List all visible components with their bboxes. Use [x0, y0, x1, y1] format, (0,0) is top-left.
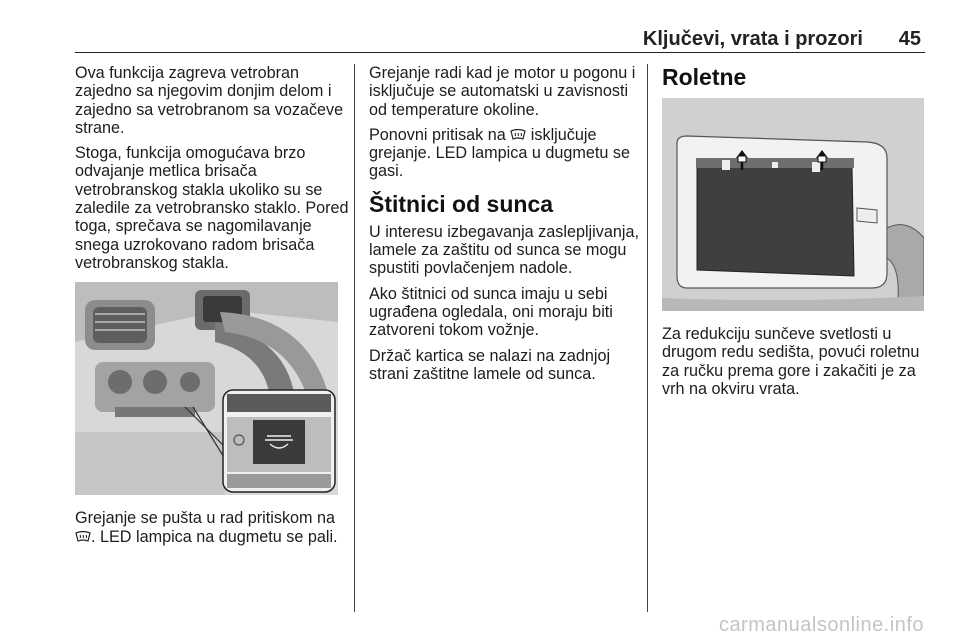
window-blind-illustration — [662, 98, 924, 311]
column-divider — [647, 64, 648, 612]
column-right — [662, 64, 930, 405]
paragraph — [369, 126, 639, 181]
paragraph: Ova funkcija zagreva vetrobran zajedno sa njegovim donjim delom i zajedno sa vetrobranom sa vozačeve strane. — [75, 64, 344, 137]
column-left — [75, 64, 350, 553]
paragraph: Ako štitnici od sunca imaju u sebi ugrađena ogledala, oni moraju biti zatvoreni tokom vožnje. — [369, 284, 613, 340]
column-divider — [354, 64, 355, 612]
paragraph: Stoga, funkcija omogućava brzo odvajanje metlica brisača vetrobranskog stakla ukoliko su se zaledile za vetrobransko staklo. Pored toga, sprečava se nagomilavanje snega uzrokovano radom brisača vetrobranskog stakla. — [75, 144, 349, 272]
dashboard-button-illustration — [75, 282, 338, 495]
caption-text: . LED lampica na dugmetu se pali. — [91, 527, 338, 546]
column-middle — [369, 64, 639, 390]
paragraph-text: isključuje grejanje. LED lampica u dugmetu se gasi. — [369, 125, 630, 181]
section-heading: Roletne — [662, 64, 747, 90]
chapter-title: Ključevi, vrata i prozori — [642, 28, 863, 50]
paragraph: Grejanje radi kad je motor u pogonu i isključuje se automatski u zavisnosti od temperature okoline. — [369, 64, 636, 119]
paragraph-text: Ponovni pritisak na — [369, 125, 506, 144]
windscreen-heating-icon — [75, 531, 91, 543]
paragraph: Za redukciju sunčeve svetlosti u drugom redu sedišta, povući roletnu za ručku prema gore i zakačiti je za vrh na okviru vrata. — [662, 325, 920, 398]
page-header — [75, 26, 925, 53]
windscreen-heating-icon — [510, 129, 526, 141]
page-number: 45 — [898, 28, 921, 50]
paragraph: Držač kartica se nalazi na zadnjoj strani zaštitne lamele od sunca. — [369, 346, 611, 383]
watermark: carmanualsonline.info — [718, 614, 924, 636]
caption-text: Grejanje se pušta u rad pritiskom na — [75, 509, 336, 528]
paragraph: U interesu izbegavanja zaslepljivanja, lamele za zaštitu od sunca se mogu spustiti povlačenjem nadole. — [369, 222, 639, 278]
section-heading: Štitnici od sunca — [369, 190, 554, 217]
figure-caption — [75, 509, 350, 546]
